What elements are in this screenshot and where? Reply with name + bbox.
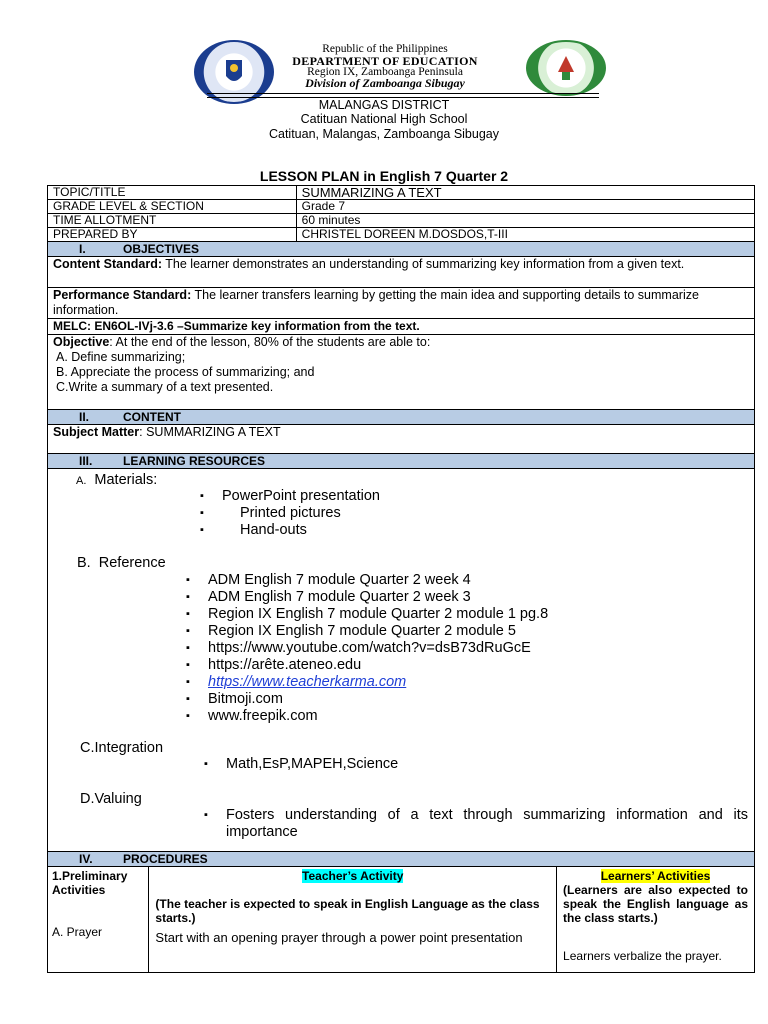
section-content-header [48, 410, 755, 425]
melc-text: MELC: EN6OL-IVj-3.6 –Summarize key information from the text. [53, 319, 420, 333]
teacher-activity-heading: Teacher’s Activity [302, 869, 404, 883]
performance-standard-label: Performance Standard: [53, 288, 192, 302]
learner-activity-heading: Learners’ Activities [600, 869, 711, 883]
lesson-plan-title: LESSON PLAN in English 7 Quarter 2 [259, 168, 509, 184]
meta-label: TOPIC/TITLE [48, 186, 297, 200]
performance-standard-text: The learner transfers learning by getting the main idea and supporting details to summarize information. [53, 288, 699, 317]
integration-item: ▪ Math,EsP,MAPEH,Science [226, 756, 398, 773]
teacher-prayer-text: Start with an opening prayer through a power point presentation [155, 930, 523, 945]
objective-item: C.Write a summary of a text presented. [56, 380, 274, 394]
objective-intro: : At the end of the lesson, 80% of the students are able to: [109, 335, 431, 349]
section-title: OBJECTIVES [123, 242, 200, 256]
valuing-heading: D.Valuing [80, 791, 142, 807]
meta-value: SUMMARIZING A TEXT [296, 186, 754, 200]
section-number: IV. [79, 852, 93, 866]
school-address: Catituan, Malangas, Zamboanga Sibugay [268, 127, 499, 141]
resources-body-row [48, 469, 755, 852]
section-number: II. [79, 410, 90, 424]
subject-matter-row [48, 425, 755, 454]
reference-item: ▪ Bitmoji.com [208, 691, 548, 708]
materials-label: Materials: [94, 472, 158, 488]
materials-heading [76, 472, 157, 488]
section-title: PROCEDURES [123, 852, 208, 866]
material-item: ▪ PowerPoint presentation [222, 488, 380, 505]
letterhead-region: Region IX, Zamboanga Peninsula [307, 66, 463, 78]
meta-row-topic [48, 186, 755, 200]
content-standard-row [48, 257, 755, 288]
procedures-row [48, 867, 755, 973]
meta-value: CHRISTEL DOREEN M.DOSDOS,T-III [296, 228, 754, 242]
preliminary-cell [48, 867, 149, 972]
reference-list [208, 572, 548, 725]
subject-matter-text: : SUMMARIZING A TEXT [139, 425, 281, 439]
reference-item: ▪ ADM English 7 module Quarter 2 week 3 [208, 589, 548, 606]
letterhead-department: DEPARTMENT OF EDUCATION [292, 54, 478, 68]
reference-item: ▪ https://www.youtube.com/watch?v=dsB73dRuGcE [208, 640, 548, 657]
school-name: Catituan National High School [300, 112, 468, 126]
meta-label: GRADE LEVEL & SECTION [48, 200, 297, 214]
division-seal-logo [526, 40, 606, 96]
procedures-table [48, 867, 754, 972]
reference-item: ▪ https://arête.ateneo.edu [208, 657, 548, 674]
reference-link[interactable]: https://www.teacherkarma.com [208, 674, 407, 690]
learner-prayer-text: Learners verbalize the prayer. [563, 949, 722, 963]
material-item: ▪ Printed pictures [222, 505, 380, 522]
objective-item: A. Define summarizing; [56, 350, 186, 364]
content-standard-label: Content Standard: [53, 257, 163, 271]
valuing-item: ▪ Fosters understanding of a text through summarizing information and its importance [226, 807, 748, 841]
letterhead-rule [207, 93, 599, 94]
section-objectives-header [48, 242, 755, 257]
objective-row [48, 335, 755, 410]
objective-item: B. Appreciate the process of summarizing; and [56, 365, 315, 379]
learner-activity-note: (Learners are also expected to speak the English language as the class starts.) [563, 883, 748, 925]
learner-activity-cell [557, 867, 754, 972]
material-item: ▪ Hand-outs [222, 522, 380, 539]
reference-item: ▪ Region IX English 7 module Quarter 2 module 5 [208, 623, 548, 640]
section-title: CONTENT [123, 410, 181, 424]
district-name: MALANGAS DISTRICT [318, 98, 450, 112]
lesson-plan-table [47, 185, 755, 973]
section-procedures-header [48, 852, 755, 867]
meta-value: 60 minutes [296, 214, 754, 228]
meta-row-prepared [48, 228, 755, 242]
integration-heading: C.Integration [80, 740, 164, 756]
objective-label: Objective [53, 335, 110, 349]
performance-standard-row [48, 288, 755, 319]
content-standard-text: The learner demonstrates an understanding of summarizing key information from a given text. [162, 257, 685, 271]
melc-row [48, 319, 755, 335]
reference-item: ▪ www.freepik.com [208, 708, 548, 725]
valuing-list [226, 807, 748, 841]
letterhead-division: Division of Zamboanga Sibugay [305, 76, 465, 90]
integration-list [226, 756, 398, 773]
subject-matter-label: Subject Matter [53, 425, 140, 439]
section-number: III. [79, 454, 93, 468]
reference-item: ▪ ADM English 7 module Quarter 2 week 4 [208, 572, 548, 589]
reference-heading: B. Reference [77, 555, 166, 571]
section-title: LEARNING RESOURCES [123, 454, 266, 468]
teacher-activity-note: (The teacher is expected to speak in English Language as the class starts.) [155, 897, 540, 925]
preliminary-title: 1.Preliminary Activities [52, 869, 128, 897]
meta-row-grade [48, 200, 755, 214]
teacher-activity-cell [149, 867, 557, 972]
deped-seal-logo [194, 40, 274, 104]
section-resources-header [48, 454, 755, 469]
materials-marker: A. [76, 475, 87, 487]
meta-value: Grade 7 [296, 200, 754, 214]
meta-label: PREPARED BY [48, 228, 297, 242]
meta-label: TIME ALLOTMENT [48, 214, 297, 228]
meta-row-time [48, 214, 755, 228]
section-number: I. [79, 242, 86, 256]
reference-item: ▪ Region IX English 7 module Quarter 2 module 1 pg.8 [208, 606, 548, 623]
materials-list [222, 488, 380, 539]
prayer-label: A. Prayer [52, 925, 103, 939]
reference-item[interactable] [208, 674, 548, 691]
letterhead-republic: Republic of the Philippines [322, 43, 448, 55]
